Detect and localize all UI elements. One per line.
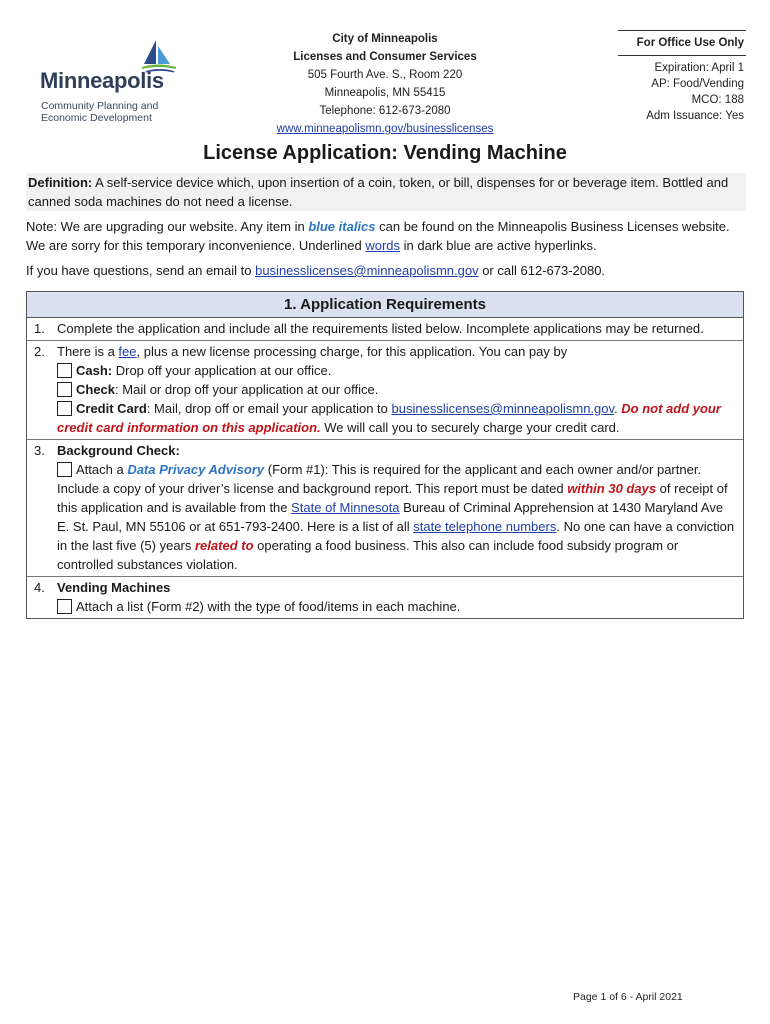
- address-block: [270, 30, 500, 138]
- requirement-item-3: [27, 440, 743, 577]
- requirement-item-4: [27, 577, 743, 618]
- payment-intro-1: There is a: [57, 344, 119, 359]
- logo-subtitle: [41, 100, 158, 124]
- requirement-item-2: [27, 341, 743, 440]
- credit-card-text-3: We will call you to securely charge your credit card.: [320, 420, 620, 435]
- background-check-option: [57, 460, 737, 574]
- cash-label: Cash:: [76, 363, 113, 378]
- requirement-number: 1.: [34, 321, 45, 336]
- background-text-2: (Form #1): This is required for the applicant and each owner and/or partner. Include a copy of your driver’s license and background report. This report must be dated: [57, 462, 702, 496]
- street-address: 505 Fourth Ave. S., Room 220: [307, 69, 463, 81]
- city-name: City of Minneapolis: [332, 33, 438, 45]
- state-of-minnesota-link[interactable]: State of Minnesota: [291, 500, 400, 515]
- background-text-4: Bureau of Criminal Apprehension at 1430 Maryland Ave E. St. Paul, MN 55106 or at 651-793-2400. Here is a list of all: [57, 500, 724, 534]
- check-option: [57, 380, 737, 399]
- background-text-1: Attach a: [76, 462, 128, 477]
- requirement-text: Complete the application and include all the requirements listed below. Incomplete applications may be returned.: [57, 321, 704, 336]
- credit-card-text-2: .: [614, 401, 622, 416]
- check-checkbox[interactable]: [57, 382, 72, 397]
- requirement-number: 4.: [34, 580, 45, 595]
- words-link[interactable]: words: [365, 238, 401, 253]
- page-title: License Application: Vending Machine: [203, 142, 567, 164]
- cash-checkbox[interactable]: [57, 363, 72, 378]
- background-check-label: Background Check:: [57, 443, 180, 458]
- note-text-2: can be found on the Minneapolis Business Licenses website. We are sorry for this temporary inconvenience. Underlined: [26, 219, 730, 253]
- note-text-1: Note: We are upgrading our website. Any item in: [26, 219, 309, 234]
- office-use-box: [618, 30, 746, 124]
- vending-list-option: [57, 597, 737, 616]
- logo-subtitle-line2: Economic Development: [41, 112, 152, 124]
- background-text-6: operating a food business. This also can include food subsidy program or controlled substances violation.: [57, 538, 679, 572]
- minneapolis-logo: [40, 38, 170, 128]
- office-use-title: For Office Use Only: [618, 30, 746, 56]
- check-label: Check: [76, 382, 116, 397]
- check-text: : Mail or drop off your application at our office.: [115, 382, 379, 397]
- background-text-3: of receipt of this application and is available from the: [57, 481, 728, 515]
- office-expiration: Expiration: April 1: [654, 62, 744, 74]
- contact-email-link[interactable]: businesslicenses@minneapolismn.gov: [255, 263, 479, 278]
- website-link[interactable]: www.minneapolismn.gov/businesslicenses: [276, 123, 494, 135]
- contact-text-2: or call 612-673-2080.: [478, 263, 606, 278]
- requirement-number: 3.: [34, 443, 45, 458]
- within-30-days: within 30 days: [567, 481, 657, 496]
- blue-italics-sample: blue italics: [308, 219, 376, 234]
- office-ap: AP: Food/Vending: [651, 78, 744, 90]
- cash-option: [57, 361, 737, 380]
- background-check-checkbox[interactable]: [57, 462, 72, 477]
- logo-subtitle-line1: Community Planning and: [41, 100, 159, 112]
- department-name: Licenses and Consumer Services: [293, 51, 477, 63]
- requirement-item-1: [27, 318, 743, 341]
- contact-text-1: If you have questions, send an email to: [26, 263, 256, 278]
- requirement-number: 2.: [34, 344, 45, 359]
- logo-name: Minneapolis: [40, 68, 164, 93]
- definition-paragraph: [26, 173, 746, 211]
- credit-card-text: : Mail, drop off or email your application to: [146, 401, 392, 416]
- credit-card-option: [57, 399, 737, 437]
- city-state-zip: Minneapolis, MN 55415: [324, 87, 446, 99]
- credit-card-checkbox[interactable]: [57, 401, 72, 416]
- credit-card-warning: Do not add your credit card information on this application.: [57, 401, 721, 435]
- requirements-header: 1. Application Requirements: [27, 292, 743, 318]
- credit-card-email-link[interactable]: businesslicenses@minneapolismn.gov: [391, 401, 615, 416]
- state-telephone-numbers-link[interactable]: state telephone numbers: [413, 519, 557, 534]
- vending-machines-label: Vending Machines: [57, 580, 171, 595]
- requirements-table: [26, 291, 744, 619]
- credit-card-label: Credit Card: [76, 401, 147, 416]
- related-to: related to: [195, 538, 254, 553]
- payment-intro-2: , plus a new license processing charge, for this application. You can pay by: [136, 344, 568, 359]
- fee-link[interactable]: fee: [118, 344, 137, 359]
- note-paragraph: [26, 217, 742, 255]
- definition-text: A self-service device which, upon insertion of a coin, token, or bill, dispenses for or beverage item. Bottled and canned soda machines do not need a license.: [28, 175, 729, 209]
- vending-list-checkbox[interactable]: [57, 599, 72, 614]
- page-footer: Page 1 of 6 - April 2021: [573, 991, 683, 1003]
- note-text-3: in dark blue are active hyperlinks.: [400, 238, 597, 253]
- cash-text: Drop off your application at our office.: [112, 363, 332, 378]
- contact-paragraph: [26, 261, 742, 280]
- office-adm: Adm Issuance: Yes: [646, 110, 744, 122]
- definition-label: Definition:: [28, 175, 93, 190]
- vending-list-text: Attach a list (Form #2) with the type of food/items in each machine.: [76, 599, 461, 614]
- data-privacy-advisory: Data Privacy Advisory: [127, 462, 265, 477]
- office-mco: MCO: 188: [691, 94, 744, 106]
- telephone: Telephone: 612-673-2080: [319, 105, 451, 117]
- background-text-5: . No one can have a conviction in the last five (5) years: [57, 519, 735, 553]
